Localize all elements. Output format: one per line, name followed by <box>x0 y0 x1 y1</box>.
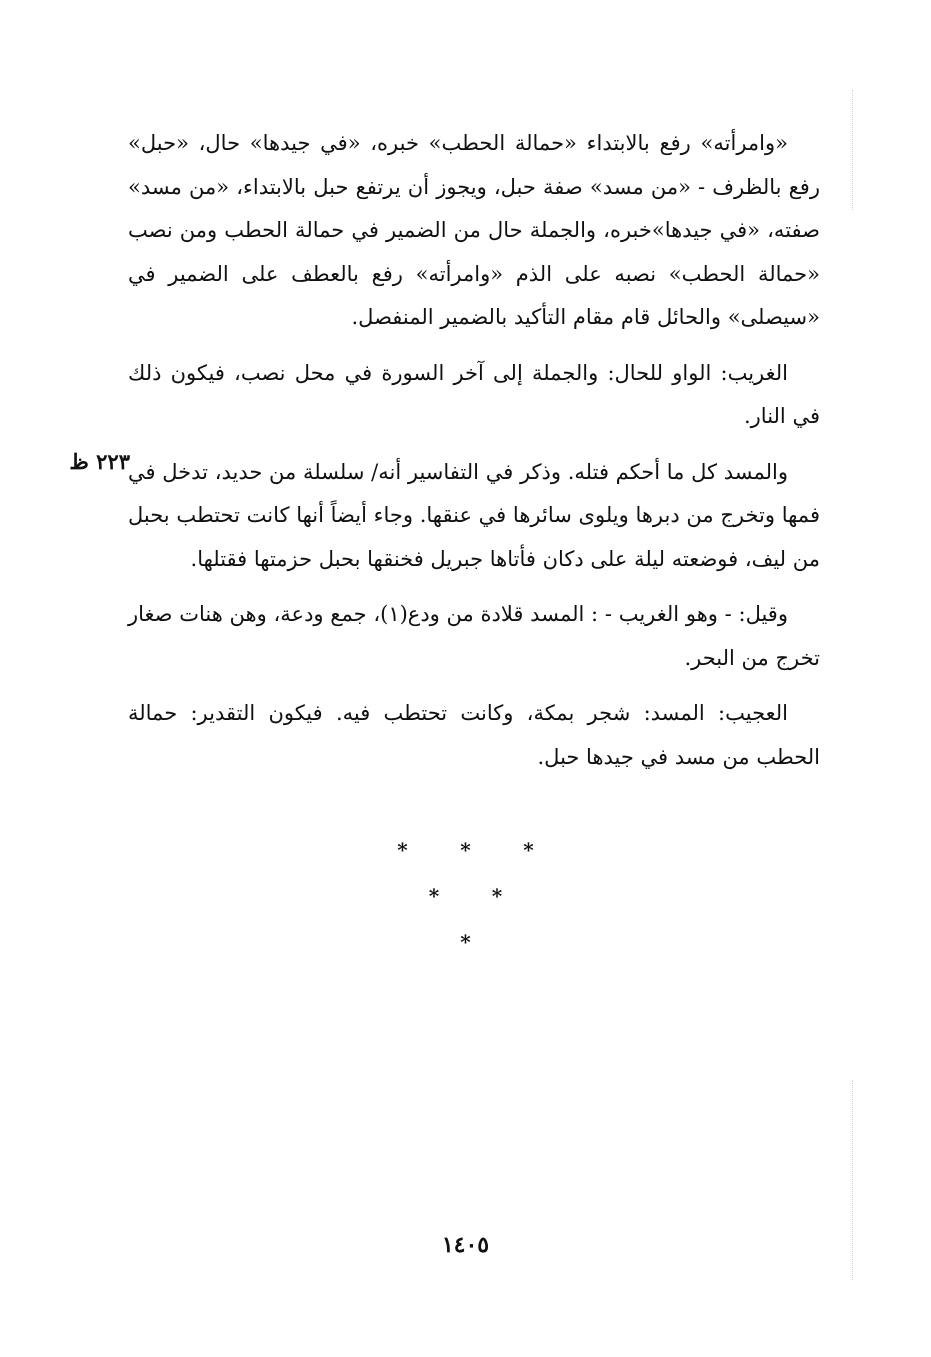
paragraph-gharib <box>128 352 820 439</box>
paragraph-irab <box>128 122 820 340</box>
asterisk-icon: * <box>397 838 408 862</box>
body-text <box>128 122 820 791</box>
paragraph-qila <box>128 593 820 680</box>
paragraph-text: «وامرأته» رفع بالابتداء «حمالة الحطب» خبره، «في جيدها» حال، «حبل» رفع بالظرف - «من مسد» صفة حبل، ويجوز أن يرتفع حبل بالابتداء، «من مسد» صفته، «في جيدها»خبره، والجملة حال من الضمير في حمالة الحطب ومن نصب «حمالة الحطب» نصبه على الذم «وامرأته» رفع بالعطف على الضمير في «سيصلى» والحائل قام مقام التأكيد بالضمير المنفصل. <box>128 131 820 329</box>
ornament-row-3 <box>0 930 931 954</box>
asterisk-icon: * <box>491 884 503 908</box>
scan-edge-mark <box>852 90 854 210</box>
paragraph-text: والمسد كل ما أحكم فتله. وذكر في التفاسير أنه/ سلسلة من حديد، تدخل في فمها وتخرج من دبرها ويلوى سائرها في عنقها. وجاء أيضاً أنها كانت تحتطب بحبل من ليف، فوضعته ليلة على دكان فأتاها جبريل فخنقها بحبل حزمتها فقتلها. <box>128 459 820 571</box>
asterisk-icon: * <box>460 838 471 862</box>
asterisk-icon: * <box>428 884 440 908</box>
ornament-row-2 <box>0 884 931 908</box>
asterisk-icon: * <box>523 838 534 862</box>
paragraph-text: الغريب: الواو للحال: والجملة إلى آخر السورة في محل نصب، فيكون ذلك في النار. <box>128 360 820 428</box>
paragraph-masad <box>128 451 820 582</box>
page-number: ١٤٠٥ <box>441 1232 490 1258</box>
paragraph-ajib <box>128 692 820 779</box>
ornament-row-1 <box>0 838 931 862</box>
manuscript-folio-note: ٢٢٣ ظ <box>69 449 130 474</box>
paragraph-text: العجيب: المسد: شجر بمكة، وكانت تحتطب فيه. فيكون التقدير: حمالة الحطب من مسد في جيدها حبل. <box>128 701 820 769</box>
asterisk-icon: * <box>460 930 471 954</box>
paragraph-text: وقيل: - وهو الغريب - : المسد قلادة من ودع(١)، جمع ودعة، وهن هنات صغار تخرج من البحر. <box>128 602 820 670</box>
scan-edge-mark <box>852 1080 854 1280</box>
